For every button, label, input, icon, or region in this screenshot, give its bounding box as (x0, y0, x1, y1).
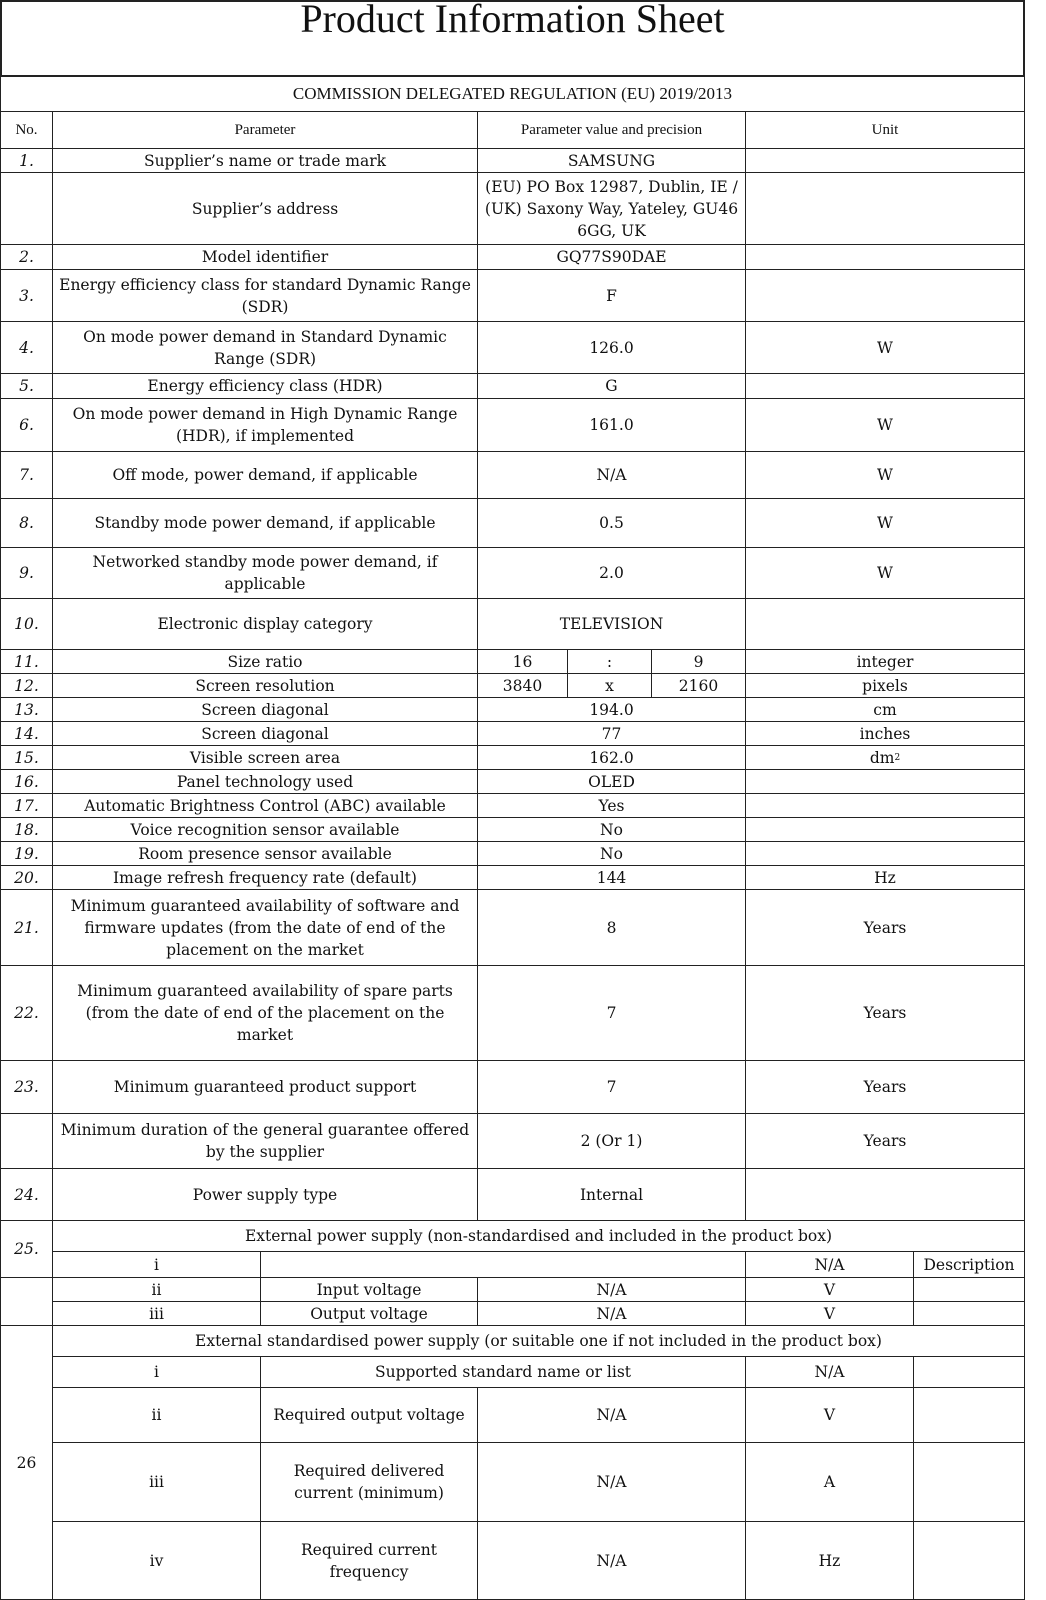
row-value: G (477, 373, 746, 399)
row-no: 21. (0, 889, 53, 966)
row-no: 20. (0, 865, 53, 890)
row-parameter: Visible screen area (52, 745, 478, 770)
row-no: 13. (0, 697, 53, 722)
row-value: Yes (477, 793, 746, 818)
row-no: 6. (0, 398, 53, 452)
row-value: No (477, 817, 746, 842)
row-no: 22. (0, 965, 53, 1061)
row-value: 126.0 (477, 321, 746, 374)
row-value: 2.0 (477, 547, 746, 599)
section-26-label: Required current frequency (260, 1521, 478, 1600)
row-parameter: Screen diagonal (52, 697, 478, 722)
row-no (0, 172, 53, 245)
row-parameter: Image refresh frequency rate (default) (52, 865, 478, 890)
row-value: OLED (477, 769, 746, 794)
section-26-index: iv (52, 1521, 261, 1600)
section-26-value: N/A (477, 1521, 746, 1600)
section-26-unit: Hz (745, 1521, 914, 1600)
section-25-label: Output voltage (260, 1301, 478, 1326)
section-26-label: Supported standard name or list (260, 1356, 746, 1388)
row-no: 14. (0, 721, 53, 746)
row-parameter: Electronic display category (52, 598, 478, 650)
row-unit: Years (745, 1113, 1025, 1169)
row-unit: Years (745, 1060, 1025, 1114)
row-parameter: Off mode, power demand, if applicable (52, 451, 478, 499)
row-value: Internal (477, 1168, 746, 1221)
header-value: Parameter value and precision (477, 111, 746, 149)
row-no: 19. (0, 841, 53, 866)
row-unit (745, 817, 1025, 842)
row-parameter: Supplier’s address (52, 172, 478, 245)
section-25-unit: V (745, 1301, 914, 1326)
row-value: 7 (477, 1060, 746, 1114)
row-no: 1. (0, 148, 53, 173)
row-parameter: Model identifier (52, 244, 478, 270)
row-unit: Years (745, 965, 1025, 1061)
section-25-value: N/A (477, 1277, 746, 1302)
row-value: 161.0 (477, 398, 746, 452)
row-value: 7 (477, 965, 746, 1061)
row-parameter: Automatic Brightness Control (ABC) available (52, 793, 478, 818)
row-no: 12. (0, 673, 53, 698)
row-unit (745, 269, 1025, 322)
row-parameter: Screen diagonal (52, 721, 478, 746)
row-no: 10. (0, 598, 53, 650)
row-unit: W (745, 398, 1025, 452)
row-parameter: Size ratio (52, 649, 478, 674)
row-value: F (477, 269, 746, 322)
section-26-extra (913, 1356, 1025, 1388)
regulation-heading: COMMISSION DELEGATED REGULATION (EU) 2019/2013 (0, 76, 1025, 112)
row-parameter: Room presence sensor available (52, 841, 478, 866)
section-25-no-continuation (0, 1277, 53, 1326)
section-25-label (260, 1251, 746, 1278)
section-26-extra (913, 1442, 1025, 1522)
row-parameter: Minimum guaranteed product support (52, 1060, 478, 1114)
row-value: SAMSUNG (477, 148, 746, 173)
row-parameter: Voice recognition sensor available (52, 817, 478, 842)
row-value: (EU) PO Box 12987, Dublin, IE / (UK) Saxony Way, Yateley, GU46 6GG, UK (477, 172, 746, 245)
row-unit: W (745, 547, 1025, 599)
row-parameter: Minimum duration of the general guarantee offered by the supplier (52, 1113, 478, 1169)
section-25-no: 25. (0, 1220, 53, 1278)
row-unit (745, 793, 1025, 818)
section-25-value: N/A (477, 1301, 746, 1326)
row-unit: W (745, 498, 1025, 548)
row-parameter: Standby mode power demand, if applicable (52, 498, 478, 548)
section-26-label: Required output voltage (260, 1387, 478, 1443)
row-parameter: Power supply type (52, 1168, 478, 1221)
resolution-separator: x (567, 673, 652, 698)
row-parameter: On mode power demand in Standard Dynamic Range (SDR) (52, 321, 478, 374)
ratio-height-value: 9 (651, 649, 746, 674)
row-unit (745, 373, 1025, 399)
row-no: 11. (0, 649, 53, 674)
ratio-width-value: 16 (477, 649, 568, 674)
header-parameter: Parameter (52, 111, 478, 149)
section-26-unit: A (745, 1442, 914, 1522)
section-25-extra (913, 1301, 1025, 1326)
section-26-no: 26 (0, 1325, 53, 1600)
row-unit (745, 172, 1025, 245)
sheet-title: Product Information Sheet (0, 0, 1025, 77)
row-value: 0.5 (477, 498, 746, 548)
row-value: 8 (477, 889, 746, 966)
unit-base: dm (869, 748, 895, 767)
row-unit (745, 769, 1025, 794)
section-25-label: Input voltage (260, 1277, 478, 1302)
row-value: TELEVISION (477, 598, 746, 650)
resolution-height-value: 2160 (651, 673, 746, 698)
row-unit (745, 598, 1025, 650)
section-25-unit: V (745, 1277, 914, 1302)
ratio-separator: : (567, 649, 652, 674)
row-value: 162.0 (477, 745, 746, 770)
row-no: 17. (0, 793, 53, 818)
row-parameter: Energy efficiency class (HDR) (52, 373, 478, 399)
row-parameter: Supplier’s name or trade mark (52, 148, 478, 173)
row-parameter: Screen resolution (52, 673, 478, 698)
row-no: 2. (0, 244, 53, 270)
section-26-heading: External standardised power supply (or suitable one if not included in the product box) (52, 1325, 1025, 1357)
row-parameter: Energy efficiency class for standard Dynamic Range (SDR) (52, 269, 478, 322)
row-unit: Hz (745, 865, 1025, 890)
row-value: 2 (Or 1) (477, 1113, 746, 1169)
row-parameter: Minimum guaranteed availability of software and firmware updates (from the date of end of the placement on the market (52, 889, 478, 966)
section-26-value: N/A (477, 1442, 746, 1522)
row-no: 5. (0, 373, 53, 399)
header-no: No. (0, 111, 53, 149)
row-parameter: Networked standby mode power demand, if applicable (52, 547, 478, 599)
row-no: 4. (0, 321, 53, 374)
section-25-index: ii (52, 1277, 261, 1302)
row-no: 18. (0, 817, 53, 842)
row-unit: W (745, 321, 1025, 374)
section-26-index: iii (52, 1442, 261, 1522)
section-26-extra (913, 1521, 1025, 1600)
row-no: 9. (0, 547, 53, 599)
section-25-extra: Description (913, 1251, 1025, 1278)
row-parameter: Panel technology used (52, 769, 478, 794)
row-unit (745, 841, 1025, 866)
row-unit: pixels (745, 673, 1025, 698)
row-no (0, 1113, 53, 1169)
section-25-index: i (52, 1251, 261, 1278)
row-unit: W (745, 451, 1025, 499)
row-unit: integer (745, 649, 1025, 674)
row-value: No (477, 841, 746, 866)
row-no: 15. (0, 745, 53, 770)
section-26-value: N/A (477, 1387, 746, 1443)
row-value: 77 (477, 721, 746, 746)
section-26-label: Required delivered current (minimum) (260, 1442, 478, 1522)
row-no: 23. (0, 1060, 53, 1114)
row-no: 8. (0, 498, 53, 548)
header-unit: Unit (745, 111, 1025, 149)
section-26-index: ii (52, 1387, 261, 1443)
section-25-unit: N/A (745, 1251, 914, 1278)
row-value: 194.0 (477, 697, 746, 722)
section-25-heading: External power supply (non-standardised and included in the product box) (52, 1220, 1025, 1252)
section-26-index: i (52, 1356, 261, 1388)
row-value: 144 (477, 865, 746, 890)
section-26-extra (913, 1387, 1025, 1443)
row-no: 16. (0, 769, 53, 794)
row-value: N/A (477, 451, 746, 499)
row-unit (745, 148, 1025, 173)
section-26-unit: V (745, 1387, 914, 1443)
row-unit: dm 2 (745, 745, 1025, 770)
resolution-width-value: 3840 (477, 673, 568, 698)
row-unit (745, 1168, 1025, 1221)
row-no: 24. (0, 1168, 53, 1221)
row-unit: cm (745, 697, 1025, 722)
row-no: 7. (0, 451, 53, 499)
row-parameter: On mode power demand in High Dynamic Range (HDR), if implemented (52, 398, 478, 452)
row-value: GQ77S90DAE (477, 244, 746, 270)
section-26-unit: N/A (745, 1356, 914, 1388)
row-unit: Years (745, 889, 1025, 966)
row-no: 3. (0, 269, 53, 322)
section-25-extra (913, 1277, 1025, 1302)
row-unit: inches (745, 721, 1025, 746)
row-unit (745, 244, 1025, 270)
section-25-index: iii (52, 1301, 261, 1326)
row-parameter: Minimum guaranteed availability of spare parts (from the date of end of the placement on the market (52, 965, 478, 1061)
